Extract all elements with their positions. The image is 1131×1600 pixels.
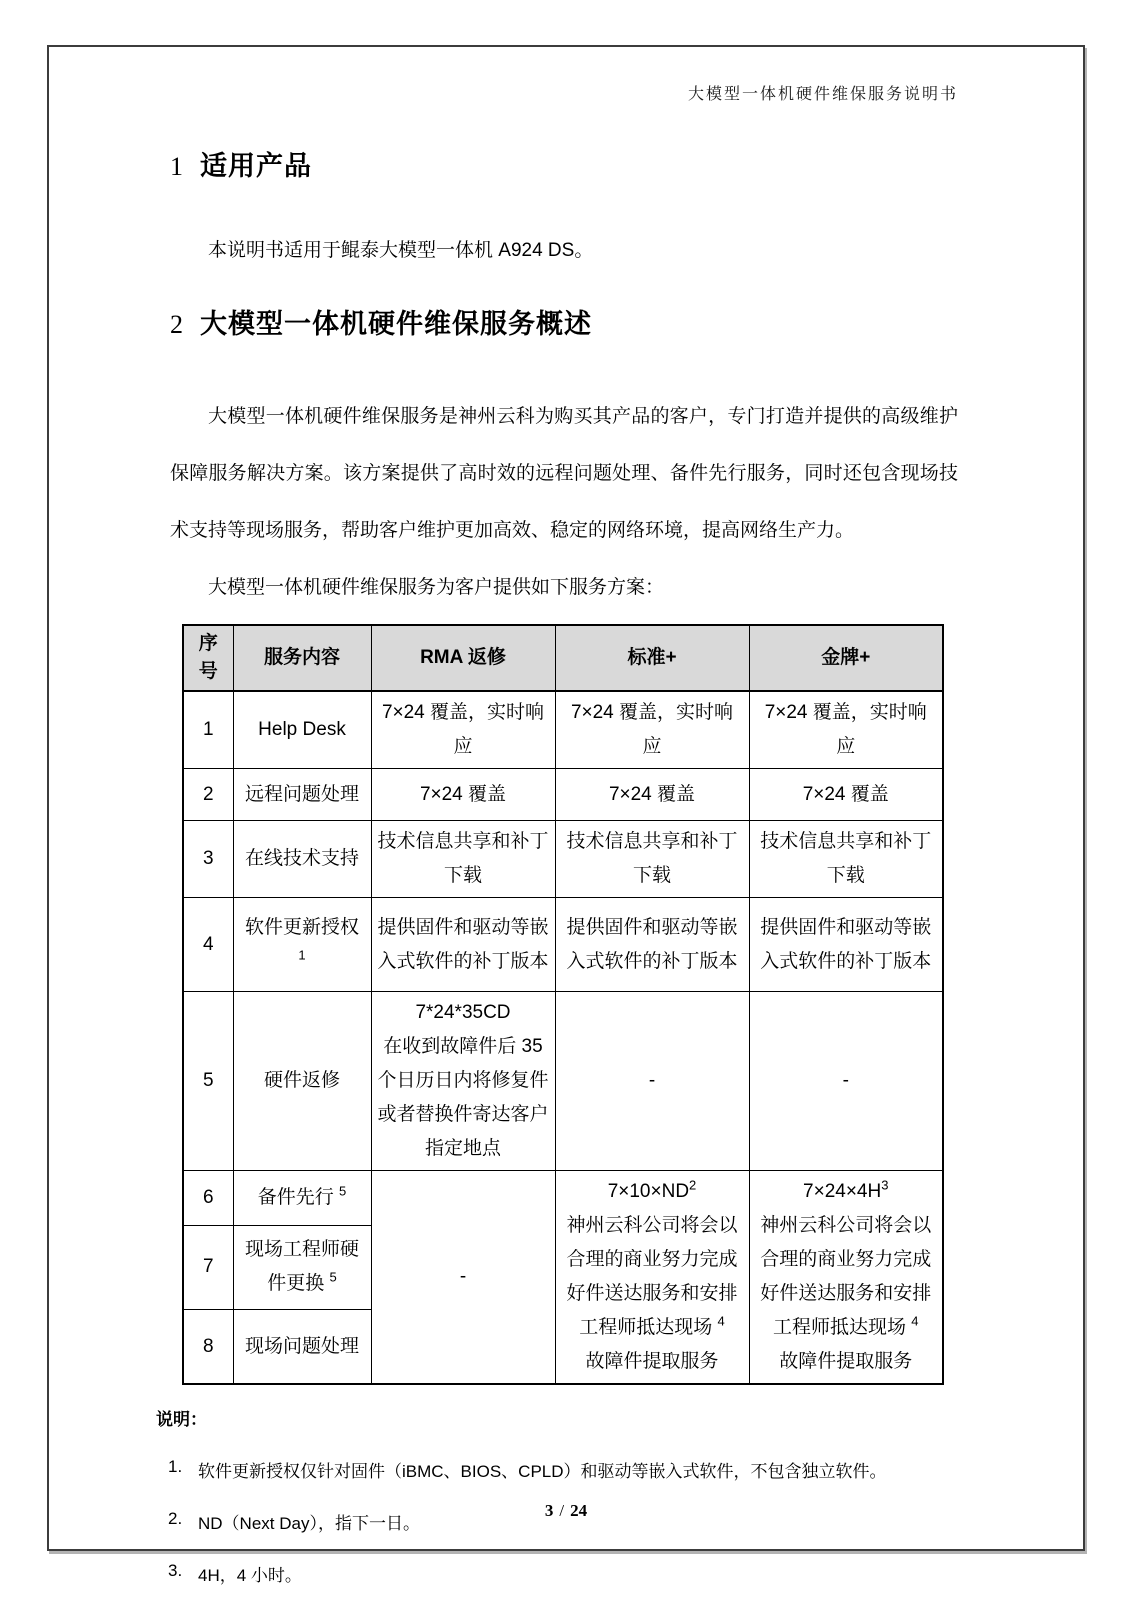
header-cell-no: 序号 <box>183 625 233 691</box>
standard-body-last: 故障件提取服务 <box>585 1351 719 1372</box>
cell-gold: 技术信息共享和补丁下载 <box>749 821 943 898</box>
gold-sla-line <box>756 1175 937 1209</box>
page-total: 24 <box>570 1501 588 1520</box>
header-cell-standard-plus: 标准+ <box>555 625 749 691</box>
service-plan-table <box>182 624 944 1385</box>
cell-no: 1 <box>183 691 233 769</box>
section-2-title: 大模型一体机硬件维保服务概述 <box>200 309 592 339</box>
footnote-ref-5: 5 <box>339 1183 347 1199</box>
cell-rma-body: 在收到故障件后 35 个日历日内将修复件或者替换件寄达客户指定地点 <box>377 1036 549 1159</box>
note-number: 1. <box>168 1457 183 1476</box>
cell-standard: 技术信息共享和补丁下载 <box>555 821 749 898</box>
note-text: 4H，4 小时。 <box>198 1566 302 1585</box>
cell-no: 8 <box>183 1310 233 1384</box>
cell-service: 现场问题处理 <box>233 1310 371 1384</box>
footnote-ref-5: 5 <box>329 1270 337 1286</box>
footnote-ref-4: 4 <box>911 1313 919 1329</box>
cell-service-label: 备件先行 <box>257 1186 334 1208</box>
cell-no: 3 <box>183 821 233 898</box>
cell-rma-sla: 7*24*35CD <box>415 1002 511 1023</box>
table-row <box>183 898 943 992</box>
gold-body-last: 故障件提取服务 <box>779 1351 913 1372</box>
document-header-title: 大模型一体机硬件维保服务说明书 <box>687 86 958 103</box>
notes-label: 说明： <box>156 1410 207 1429</box>
section-2-number: 2 <box>170 310 184 339</box>
cell-service <box>233 898 371 992</box>
cell-standard: - <box>555 992 749 1171</box>
footnote-ref-4: 4 <box>717 1313 725 1329</box>
note-text: ND（Next Day），指下一日。 <box>198 1514 420 1533</box>
table-row <box>183 992 943 1171</box>
cell-service-label: 现场工程师硬件更换 <box>244 1239 359 1295</box>
note-item <box>156 1561 958 1586</box>
footnote-ref-3: 3 <box>881 1177 889 1193</box>
cell-gold-merged <box>749 1171 943 1385</box>
cell-standard: 7×24 覆盖 <box>555 769 749 821</box>
cell-rma: 7×24 覆盖，实时响应 <box>371 691 555 769</box>
cell-no: 2 <box>183 769 233 821</box>
page-separator: / <box>559 1501 565 1520</box>
table-row <box>183 821 943 898</box>
cell-standard: 提供固件和驱动等嵌入式软件的补丁版本 <box>555 898 749 992</box>
page-number <box>49 1501 1083 1521</box>
standard-body: 神州云科公司将会以合理的商业努力完成好件送达服务和安排工程师抵达现场 <box>566 1215 738 1338</box>
cell-service <box>233 1171 371 1226</box>
section-1-paragraph: 本说明书适用于鲲泰大模型一体机 A924 DS。 <box>208 240 594 261</box>
table-row <box>183 769 943 821</box>
header-cell-gold-plus: 金牌+ <box>749 625 943 691</box>
header-cell-service-content: 服务内容 <box>233 625 371 691</box>
note-text: 软件更新授权仅针对固件（iBMC、BIOS、CPLD）和驱动等嵌入式软件，不包含独立软件。 <box>198 1462 887 1481</box>
cell-standard-merged <box>555 1171 749 1385</box>
cell-no: 5 <box>183 992 233 1171</box>
standard-sla: 7×10×ND <box>607 1181 690 1202</box>
header-cell-rma: RMA 返修 <box>371 625 555 691</box>
section-2-heading <box>170 302 958 341</box>
footnote-ref-2: 2 <box>689 1177 697 1193</box>
table-row <box>183 1171 943 1226</box>
cell-rma: 技术信息共享和补丁下载 <box>371 821 555 898</box>
cell-no: 6 <box>183 1171 233 1226</box>
cell-no: 7 <box>183 1225 233 1309</box>
cell-service: 在线技术支持 <box>233 821 371 898</box>
cell-standard: 7×24 覆盖，实时响应 <box>555 691 749 769</box>
standard-sla-line <box>562 1175 743 1209</box>
table-row <box>183 691 943 769</box>
cell-gold: - <box>749 992 943 1171</box>
gold-sla: 7×24×4H <box>803 1181 882 1202</box>
note-number: 2. <box>168 1509 183 1528</box>
gold-body: 神州云科公司将会以合理的商业努力完成好件送达服务和安排工程师抵达现场 <box>760 1215 932 1338</box>
cell-gold: 7×24 覆盖 <box>749 769 943 821</box>
section-2-paragraph-overview: 大模型一体机硬件维保服务是神州云科为购买其产品的客户，专门打造并提供的高级维护保障服务解决方案。该方案提供了高时效的远程问题处理、备件先行服务，同时还包含现场技术支持等现场服务，帮助客户维护更加高效、稳定的网络环境，提高网络生产力。 <box>170 406 958 541</box>
section-2-paragraph-table-lead: 大模型一体机硬件维保服务为客户提供如下服务方案： <box>208 577 665 598</box>
cell-service <box>233 1225 371 1309</box>
cell-service: 远程问题处理 <box>233 769 371 821</box>
cell-rma-merged: - <box>371 1171 555 1385</box>
notes-section <box>156 1405 958 1586</box>
page-current: 3 <box>544 1501 554 1520</box>
page-content <box>49 47 1083 1585</box>
cell-service: Help Desk <box>233 691 371 769</box>
note-number: 3. <box>168 1561 183 1580</box>
cell-rma <box>371 992 555 1171</box>
page-border-frame <box>47 45 1085 1585</box>
cell-service: 硬件返修 <box>233 992 371 1171</box>
table-header-row <box>183 625 943 691</box>
cell-no: 4 <box>183 898 233 992</box>
section-1-title: 适用产品 <box>200 151 312 181</box>
cell-service-label: 软件更新授权 <box>244 916 359 938</box>
cell-gold: 提供固件和驱动等嵌入式软件的补丁版本 <box>749 898 943 992</box>
cell-rma: 提供固件和驱动等嵌入式软件的补丁版本 <box>371 898 555 992</box>
footnote-ref-1: 1 <box>298 947 306 963</box>
note-item <box>156 1457 958 1482</box>
section-1-number: 1 <box>170 152 184 181</box>
section-1-heading <box>170 144 958 183</box>
cell-gold: 7×24 覆盖，实时响应 <box>749 691 943 769</box>
cell-rma: 7×24 覆盖 <box>371 769 555 821</box>
